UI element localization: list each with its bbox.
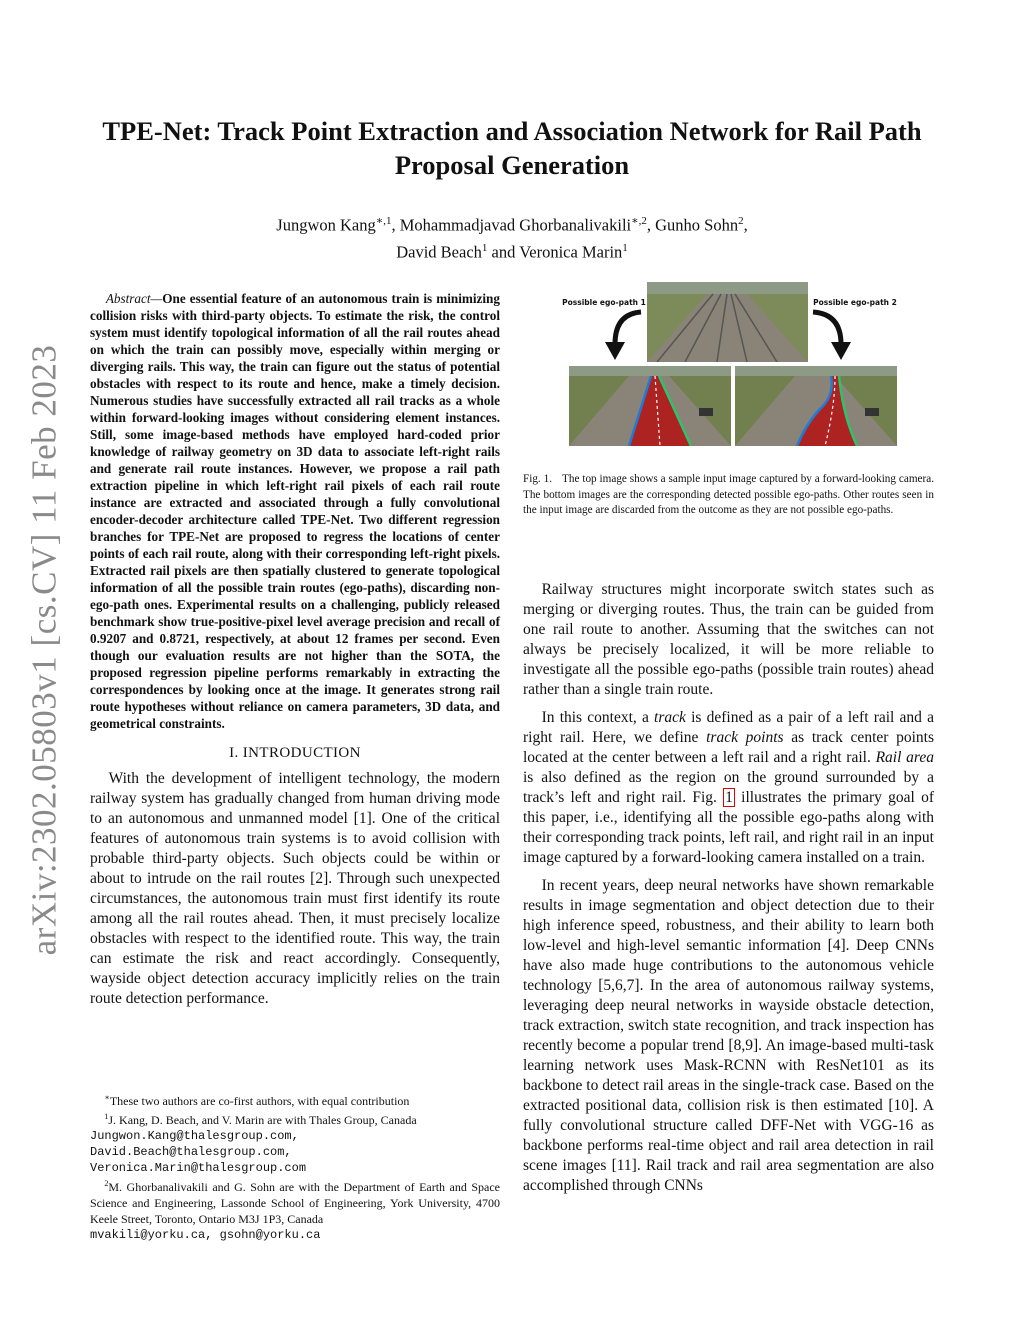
footnote-mark: 1 [104, 1112, 109, 1121]
caption-text: The top image shows a sample input image captured by a forward-looking camera. The bottom images are the corresponding detected possible ego-paths. Other routes seen in the input image are discarded from the outcome as they are not possible ego-paths. [523, 473, 934, 516]
author-affil: 1 [481, 241, 488, 254]
input-image [647, 282, 808, 362]
email-address[interactable]: Jungwon.Kang@thalesgroup.com, [90, 1129, 299, 1143]
ego-path-image-2 [735, 366, 897, 446]
author-name: Jungwon Kang [276, 215, 376, 235]
abstract-text: One essential feature of an autonomous train is minimizing collision risks with third-party objects. To estimate the risk, the control system must identify topological information of all the rail routes ahead on which the train can possibly move, especially within merging or diverging rails. This way, the train can figure out the status of potential obstacles with respect to its route and hence, make a timely decision. Numerous studies have successfully extracted all rail tracks as a whole within forward-looking images without considering element instances. Still, some image-based methods have employed hard-coded prior knowledge of railway geometry on 3D data to associate left-right rails and generate rail route instances. However, we propose a rail path extraction pipeline in which left-right rail pixels of each rail route instance are extracted and associated through a fully convolutional encoder-decoder architecture called TPE-Net. Two different regression branches for TPE-Net are proposed to regress the locations of center points of each rail route, along with their corresponding left-right pixels. Extracted rail pixels are then spatially clustered to generate topological information of all the possible train routes (ego-paths), discarding non-ego-path ones. Experimental results on a challenging, publicly released benchmark show true-positive-pixel level average precision and recall of 0.9207 and 0.8721, respectively, at about 12 frames per second. Even though our evaluation results are not higher than the SOTA, the proposed regression pipeline performs remarkably in extracting the correspondences by looking once at the image. It generates strong rail route hypotheses without reliance on camera parameters, 3D data, and geometrical constraints. [90, 291, 500, 731]
figure-label-left: Possible ego-path 1 [562, 298, 646, 307]
arrow-right-head-icon [831, 342, 851, 360]
author-name: Veronica Marin [519, 242, 623, 261]
text-run: is defined as a pair of a left rail and a right rail. Here, we define [523, 709, 934, 746]
footnote-mark: ∗ [104, 1093, 110, 1102]
footnote [90, 1090, 500, 1109]
footnotes [90, 1090, 500, 1243]
left-column [90, 290, 500, 1017]
author-name: David Beach [396, 242, 482, 261]
body-paragraph [523, 708, 934, 868]
email-address[interactable]: mvakili@yorku.ca, gsohn@yorku.ca [90, 1228, 321, 1242]
author-affil: 2 [738, 215, 744, 227]
arrow-left-head-icon [605, 342, 625, 360]
footnote [90, 1109, 500, 1128]
footnote-text: J. Kang, D. Beach, and V. Marin are with Thales Group, Canada [108, 1113, 417, 1127]
author-name: Gunho Sohn [655, 215, 739, 235]
ego-path-image-1 [569, 366, 731, 446]
figure-reference-link[interactable]: 1 [725, 789, 733, 806]
intro-paragraph: With the development of intelligent technology, the modern railway system has gradually changed from human driving mode to an autonomous and unmanned model [1]. One of the critical features of autonomous train systems is to avoid collision with probable third-party objects. Such objects could be within or about to intrude on the rail routes [2]. Through such unexpected circumstances, the autonomous train must first identify its route among all the rail routes ahead. Then, it must precisely localize obstacles with respect to the identified route. This way, the train can estimate the risk and react accordingly. Consequently, wayside object detection accuracy implicitly relies on the train route detection performance. [90, 770, 500, 1007]
term-rail-area: Rail area [875, 749, 934, 766]
term-track-points: track points [706, 729, 784, 746]
text-run: illustrates the primary goal of this paper, i.e., identifying all the possible ego-paths along with their corresponding track points, left rail, and right rail in an input image captured by a forward-looking camera installed on a train. [523, 789, 934, 866]
email-address[interactable]: David.Beach@thalesgroup.com, [90, 1145, 292, 1159]
abstract [90, 290, 500, 732]
body-paragraph: Railway structures might incorporate switch states such as merging or diverging routes. Thus, the train can be guided from one rail route to another. Assuming that the switches can not always be precisely localized, it will be more reliable to investigate all the possible ego-paths (possible train routes) ahead rather than a single train route. [523, 581, 934, 698]
author-affil: ∗,2 [631, 215, 647, 227]
arrow-left-icon [615, 312, 641, 344]
footnote-text: These two authors are co-first authors, with equal contribution [109, 1094, 410, 1108]
body-paragraph: In recent years, deep neural networks have shown remarkable results in image segmentation and object detection due to their high inference speed, robustness, and their ability to learn both low-level and high-level semantic information [4]. Deep CNNs have also made huge contributions to the autonomous vehicle technology [5,6,7]. In the area of autonomous railway systems, leveraging deep neural networks in wayside obstacle detection, track extraction, switch state recognition, and track inspection has recently become a popular trend [8,9]. An image-based multi-task learning network uses Mask-RCNN with ResNet101 as its backbone to detect rail areas in the single-track case. Based on the extracted positional data, collision risk is then estimated [10]. A fully convolutional structure called DFF-Net with VGG-16 as backbone performs real-time object and rail area detection in rail scene images [11]. Rail track and rail area segmentation are also accomplished through CNNs [523, 877, 934, 1194]
author-name: Mohammadjavad Ghorbanalivakili [399, 215, 632, 235]
author-list: Jungwon Kang$^{∗,1}$, Mohammadjavad Ghorbanalivakili$^{∗,2}$, Gunho Sohn$^2$, David Beach$^1$ and Veronica Marin$^1$ [276, 215, 748, 261]
arxiv-id: arXiv:2302.05803v1 [cs.CV] 11 Feb 2023 [24, 344, 64, 956]
caption-label: Fig. 1. [523, 473, 553, 485]
text-run: In this context, a [541, 709, 655, 726]
abstract-lead: Abstract— [105, 291, 163, 306]
section-heading: I. INTRODUCTION [229, 745, 361, 761]
author-and: and [491, 242, 516, 261]
right-column [523, 580, 934, 1204]
footnote-text: M. Ghorbanalivakili and G. Sohn are with the Department of Earth and Space Science and Engineering, Lassonde School of Engineering, York University, 4700 Keele Street, Toronto, Ontario M3J 1P3, Canada [90, 1180, 500, 1226]
figure-label-right: Possible ego-path 2 [813, 298, 897, 307]
footnote [90, 1176, 500, 1227]
figure-caption [523, 472, 934, 519]
term-track: track [654, 709, 686, 726]
paper-title: TPE-Net: Track Point Extraction and Association Network for Rail Path Proposal Generation [102, 116, 922, 180]
figure-1 [523, 282, 934, 452]
text-run: as track center points located at the center between a left rail and a right rail. [523, 729, 935, 766]
text-run: is also defined as the region on the ground surrounded by a track’s left and right rail. Fig. [523, 769, 934, 806]
arxiv-stamp [14, 330, 74, 970]
footnote-mark: 2 [104, 1179, 109, 1188]
author-affil: ∗,1 [375, 215, 392, 227]
email-address[interactable]: Veronica.Marin@thalesgroup.com [90, 1161, 307, 1175]
arrow-right-icon [813, 312, 841, 344]
author-affil: 1 [622, 241, 628, 254]
